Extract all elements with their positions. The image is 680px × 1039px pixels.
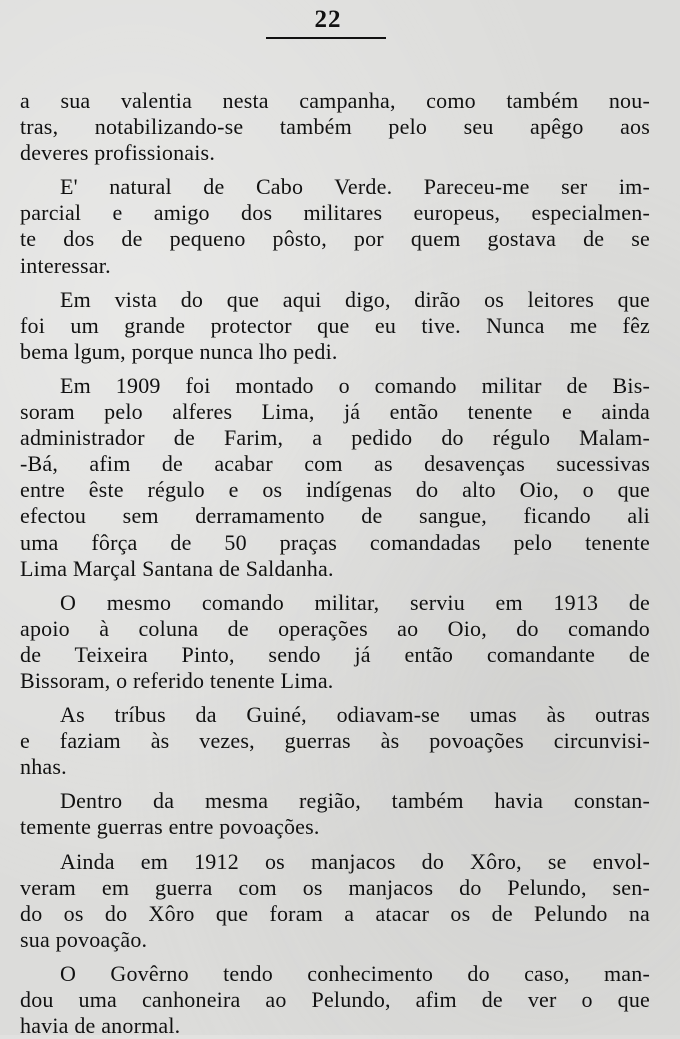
page-number-rule [266, 37, 386, 39]
text-line: As tríbus da Guiné, odiavam-se umas às outras [60, 702, 650, 728]
text-line: O mesmo comando militar, serviu em 1913 de [60, 589, 650, 615]
paragraph [20, 849, 650, 953]
text-line: foi um grande protector que eu tive. Nunca me fêz [20, 312, 650, 338]
text-line: O Govêrno tendo conhecimento do caso, man- [60, 960, 650, 986]
paragraph [20, 287, 650, 365]
text-line: temente guerras entre povoações. [20, 814, 320, 840]
text-line: tras, notabilizando-se também pelo seu apêgo aos [20, 114, 650, 140]
text-line: Bissoram, o referido tenente Lima. [20, 667, 334, 693]
text-line: Lima Marçal Santana de Saldanha. [20, 555, 334, 581]
text-line: entre êste régulo e os indígenas do alto Oio, o que [20, 477, 650, 503]
paragraph [20, 961, 650, 1039]
text-line: parcial e amigo dos militares europeus, especialmen- [20, 200, 650, 226]
text-line: soram pelo alferes Lima, já então tenente e ainda [20, 399, 650, 425]
text-line: nhas. [20, 754, 67, 780]
paragraph [20, 702, 650, 780]
text-line: sua povoação. [20, 926, 148, 952]
text-line: bema lgum, porque nunca lho pedi. [20, 338, 338, 364]
paragraph-gap [20, 279, 650, 287]
page-number: 22 [314, 6, 342, 33]
text-line: apoio à coluna de operações ao Oio, do comando [20, 615, 650, 641]
paragraph-gap [20, 365, 650, 373]
paragraph [20, 174, 650, 278]
paragraph-gap [20, 582, 650, 590]
text-line: uma fôrça de 50 praças comandadas pelo tenente [20, 529, 650, 555]
text-line: E' natural de Cabo Verde. Pareceu-me ser im- [60, 174, 650, 200]
text-line: deveres profissionais. [20, 140, 216, 166]
paragraph [20, 373, 650, 582]
text-line: Em 1909 foi montado o comando militar de Bis- [60, 372, 650, 398]
text-line: de Teixeira Pinto, sendo já então comandante de [20, 641, 650, 667]
text-line: veram em guerra com os manjacos do Pelundo, sen- [20, 874, 650, 900]
text-line: -Bá, afim de acabar com as desavenças sucessivas [20, 451, 650, 477]
text-line: te dos de pequeno pôsto, por quem gostava de se [20, 226, 650, 252]
paragraph-gap [20, 780, 650, 788]
paragraph [20, 590, 650, 694]
paragraph-gap [20, 694, 650, 702]
paragraph [20, 788, 650, 840]
text-line: a sua valentia nesta campanha, como também nou- [20, 88, 650, 113]
text-line: dou uma canhoneira ao Pelundo, afim de ver o que [20, 987, 650, 1012]
paragraph-gap [20, 953, 650, 961]
text-line: Ainda em 1912 os manjacos do Xôro, se envol- [60, 848, 650, 874]
text-line: efectou sem derramamento de sangue, ficando ali [20, 503, 650, 529]
text-line: Em vista do que aqui digo, dirão os leitores que [60, 286, 650, 312]
paragraph-gap [20, 841, 650, 849]
text-line: interessar. [20, 252, 111, 278]
text-line: do os do Xôro que foram a atacar os de Pelundo na [20, 900, 650, 926]
body-text [20, 88, 650, 1039]
paragraph [20, 88, 650, 166]
text-line: e faziam às vezes, guerras às povoações circunvisi- [20, 728, 650, 754]
paragraph-gap [20, 166, 650, 174]
text-line: havia de anormal. [20, 1013, 181, 1039]
text-line: Dentro da mesma região, também havia constan- [60, 788, 650, 814]
text-line: administrador de Farim, a pedido do régulo Malam- [20, 425, 650, 451]
